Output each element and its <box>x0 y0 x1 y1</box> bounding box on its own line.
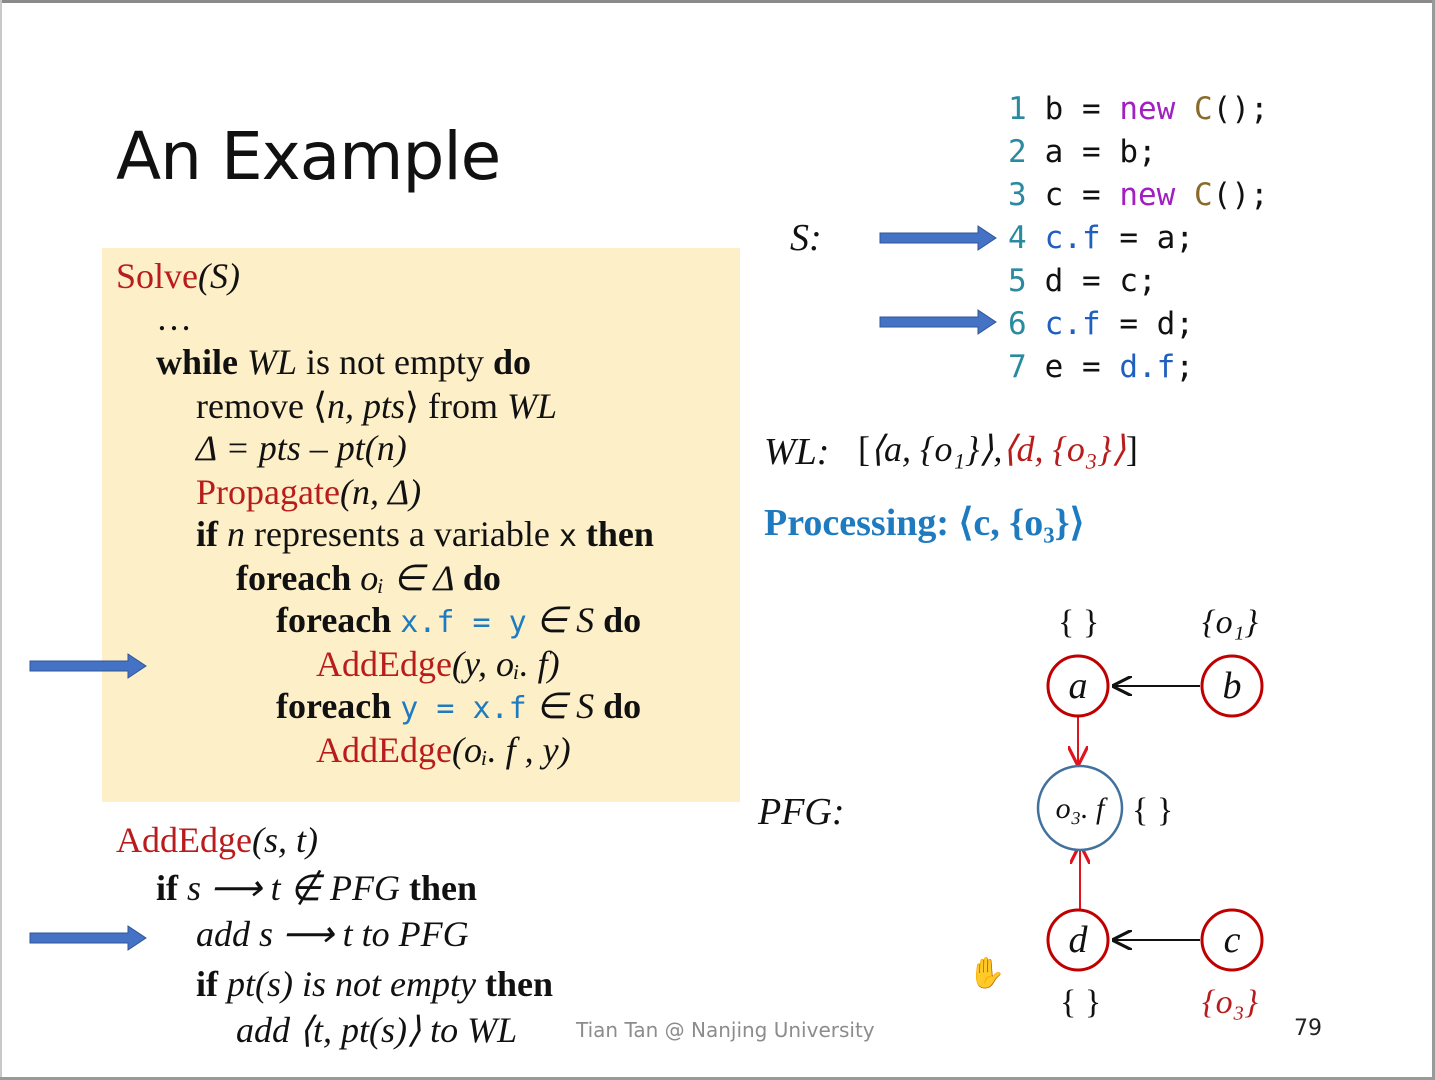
addedge-if2-line: if pt(s) is not empty then <box>196 964 553 1004</box>
solve-header: Solve(S) <box>116 256 240 296</box>
addedge-store-line: AddEdge(y, oᵢ. f) <box>316 644 560 684</box>
processing-entry: Processing: ⟨c, {o₃}⟩ <box>764 502 1085 544</box>
hand-cursor-icon: ✋ <box>968 957 1006 990</box>
code-line-5: 5 d = c; <box>1008 263 1157 299</box>
pts-set-o3f: { } <box>1132 792 1174 829</box>
page-number: 79 <box>1294 1016 1322 1041</box>
foreach-load-line: foreach y = x.f ∈ S do <box>276 686 642 726</box>
pts-set-a: { } <box>1058 604 1100 641</box>
worklist-label: WL: <box>764 431 830 473</box>
code-line-2: 2 a = b; <box>1008 134 1157 170</box>
code-line-3: 3 c = new C(); <box>1008 177 1269 213</box>
code-line-4: 4 c.f = a; <box>1008 220 1194 256</box>
addedge-if-line: if s ⟶ t ∉ PFG then <box>156 868 477 908</box>
addedge-header: AddEdge(s, t) <box>116 820 318 860</box>
pts-set-d: { } <box>1060 984 1102 1021</box>
if-variable-line: if n represents a variable x then <box>196 514 654 554</box>
current-line-arrow-icon <box>28 924 150 952</box>
node-a-label: a <box>1068 665 1088 707</box>
left-border <box>0 0 2 1080</box>
node-d-label: d <box>1068 919 1088 961</box>
foreach-store-line: foreach x.f = y ∈ S do <box>276 600 642 640</box>
addedge-load-line: AddEdge(oᵢ. f , y) <box>316 730 571 770</box>
foreach-oi-line: foreach oᵢ ∈ Δ do <box>236 558 501 598</box>
node-o3f-label: o₃. f <box>1055 792 1105 825</box>
node-c-label: c <box>1223 919 1241 961</box>
pfg-label: PFG: <box>758 791 845 833</box>
slide-title: An Example <box>116 118 501 195</box>
code-pointer-arrow-icon <box>878 224 1000 252</box>
pts-set-c: {o₃} <box>1202 984 1259 1021</box>
addedge-add-wl-line: add ⟨t, pt(s)⟩ to WL <box>236 1010 518 1050</box>
propagate-line: Propagate(n, Δ) <box>196 472 422 512</box>
current-line-arrow-icon <box>28 652 150 680</box>
slide-footer: Tian Tan @ Nanjing University <box>576 1018 875 1042</box>
worklist-contents: [⟨a, {o₁}⟩,⟨d, {o₃}⟩] <box>858 429 1138 469</box>
addedge-add-line: add s ⟶ t to PFG <box>196 914 469 954</box>
remove-line: remove ⟨n, pts⟩ from WL <box>196 386 558 426</box>
top-border <box>0 0 1435 3</box>
code-pointer-arrow-icon <box>878 308 1000 336</box>
node-b-label: b <box>1222 665 1242 707</box>
pts-set-b: {o₁} <box>1202 604 1259 641</box>
while-line: while WL is not empty do <box>156 342 532 382</box>
code-line-6: 6 c.f = d; <box>1008 306 1194 342</box>
solve-ellipsis: … <box>156 298 192 338</box>
statements-label: S: <box>790 217 822 259</box>
delta-line: Δ = pts – pt(n) <box>196 428 407 468</box>
code-line-7: 7 e = d.f; <box>1008 349 1194 385</box>
code-line-1: 1 b = new C(); <box>1008 91 1269 127</box>
